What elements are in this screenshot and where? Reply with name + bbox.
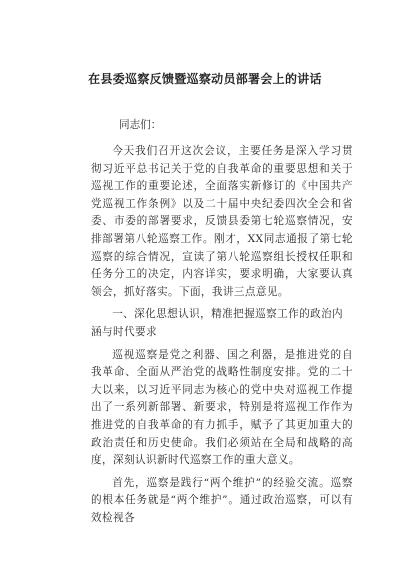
section-heading-1: 一、深化思想认识，精准把握巡察工作的政治内涵与时代要求 bbox=[91, 308, 344, 338]
document-body bbox=[91, 117, 353, 532]
paragraph-significance: 巡视巡察是党之利器、国之利器，是推进党的自我革命、全面从严治党的战略性制度安排。党的二十大以来，以习近平同志为核心的党中央对巡视工作提出了一系列新部署、新要求，特别是将巡视工作作为推进党的自我革命的有力抓手，赋予了其更加重大的政治责任和历史使命。我们必须站在全局和战略的高度，深刻认识新时代巡察工作的重大意义。 bbox=[91, 348, 353, 467]
paragraph-intro: 今天我们召开这次会议，主要任务是深入学习贯彻习近平总书记关于党的自我革命的重要思想和关于巡视工作的重要论述，全面落实新修订的《中国共产党巡视工作条例》以及二十届中央纪委四次全会和省委、市委的部署要求，反馈县委第七轮巡察情况，安排部署第八轮巡察工作。刚才，XX同志通报了第七轮巡察的综合情况，宣读了第八轮巡察组长授权任职和任务分工的决定，内容详实，要求明确，大家要认真领会，抓好落实。下面，我讲三点意见。 bbox=[91, 145, 353, 298]
paragraph-first-point: 首先，巡察是践行“两个维护”的经验交流。巡察的根本任务就是“两个维护”。通过政治巡察，可以有效检视各 bbox=[91, 476, 353, 524]
document-title: 在县委巡察反馈暨巡察动员部署会上的讲话 bbox=[88, 72, 322, 86]
salutation: 同志们： bbox=[119, 119, 162, 131]
